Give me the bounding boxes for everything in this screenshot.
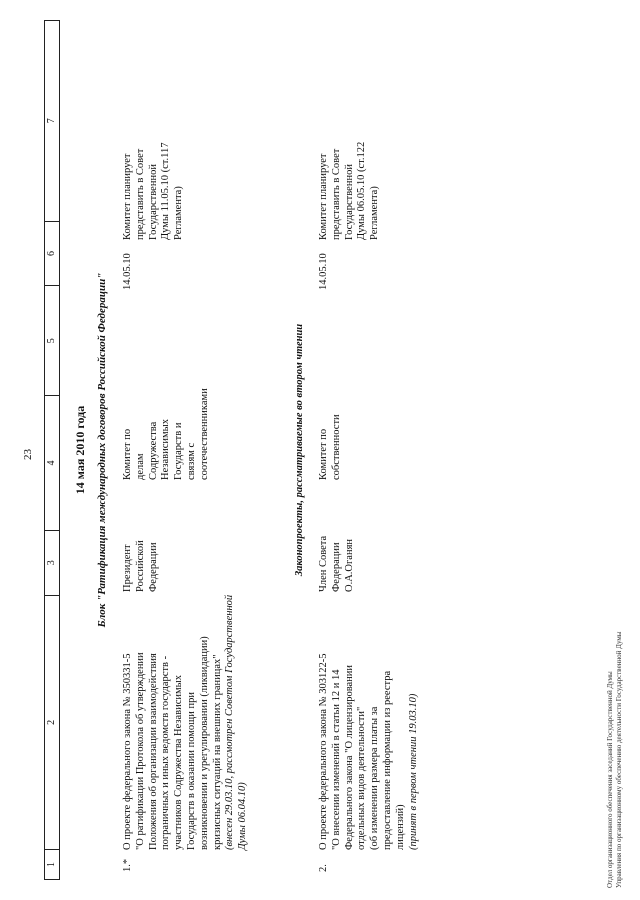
page-number: 23 [22, 449, 34, 460]
item-committee: Комитет по собственности [318, 414, 342, 480]
item-date: 14.05.10 [122, 253, 133, 290]
item-author: Президент Российской Федерации [122, 540, 159, 592]
footer-line: Отдел организационного обеспечения заседаний Государственной Думы [606, 671, 614, 888]
column-header-3: 3 [45, 530, 59, 595]
footer-line: Управления по организационному обеспечению деятельности Государственной Думы [615, 631, 623, 888]
description-line: кризисных ситуаций на внешних границах" [211, 654, 223, 850]
item-note: Комитет планирует представить в Совет Государственной Думы 06.05.10 (ст.122 Регламента) [318, 141, 381, 240]
item-number: 2. [318, 864, 329, 872]
description-line: (об изменении размера платы за [369, 706, 381, 850]
description-line: Положения об организации взаимодействия [147, 653, 159, 850]
item-author: Член Совета Федерации О.А.Оганян [318, 535, 355, 592]
description-line: отдельных видов деятельности" [356, 706, 368, 850]
block-heading: Блок "Ратификация международных договоров Российской Федерации" [96, 272, 108, 628]
table-header-row [44, 20, 60, 880]
column-header-6: 6 [45, 221, 59, 286]
item-committee: Комитет по делам Содружества Независимых Государств и связям с соотечественниками [122, 388, 210, 480]
column-header-5: 5 [45, 285, 59, 395]
description-line: О проекте федерального закона № 350331-5 [122, 653, 133, 850]
description-note: (внесен 29.03.10, рассмотрен Советом Государственной Думы 06.04.10) [224, 594, 249, 850]
item-description [122, 590, 250, 850]
item-date: 14.05.10 [318, 253, 329, 290]
description-line: возникновении и урегулировании (ликвидации) [198, 636, 210, 850]
description-line: "О ратификации Протокола об утверждении [134, 652, 146, 850]
description-line: "О внесении изменений в статьи 12 и 14 [330, 669, 342, 850]
description-note: (принят в первом чтении 19.03.10) [407, 693, 419, 850]
description-line: Государств в оказании помощи при [185, 692, 197, 850]
description-line: О проекте федерального закона № 303122-5 [318, 653, 329, 850]
footer [606, 8, 624, 888]
column-header-7: 7 [46, 118, 57, 124]
session-date-heading: 14 мая 2010 года [73, 405, 87, 495]
description-line: лицензий) [394, 804, 406, 850]
item-description [318, 590, 420, 850]
description-line: Федерального закона "О лицензировании [343, 664, 355, 850]
section-heading: Законопроекты, рассматриваемые во втором чтении [294, 323, 305, 577]
item-number: 1.* [122, 858, 133, 872]
column-header-4: 4 [45, 395, 59, 530]
item-note: Комитет планирует представить в Совет Государственной Думы 11.05.10 (ст.117 Регламента) [122, 142, 185, 240]
column-header-1: 1 [45, 849, 59, 879]
column-header-2: 2 [45, 595, 59, 849]
description-line: участников Содружества Независимых [173, 675, 185, 850]
description-line: предоставление информации из реестра [381, 670, 393, 850]
description-line: пограничных и иных ведомств государств - [160, 655, 172, 850]
